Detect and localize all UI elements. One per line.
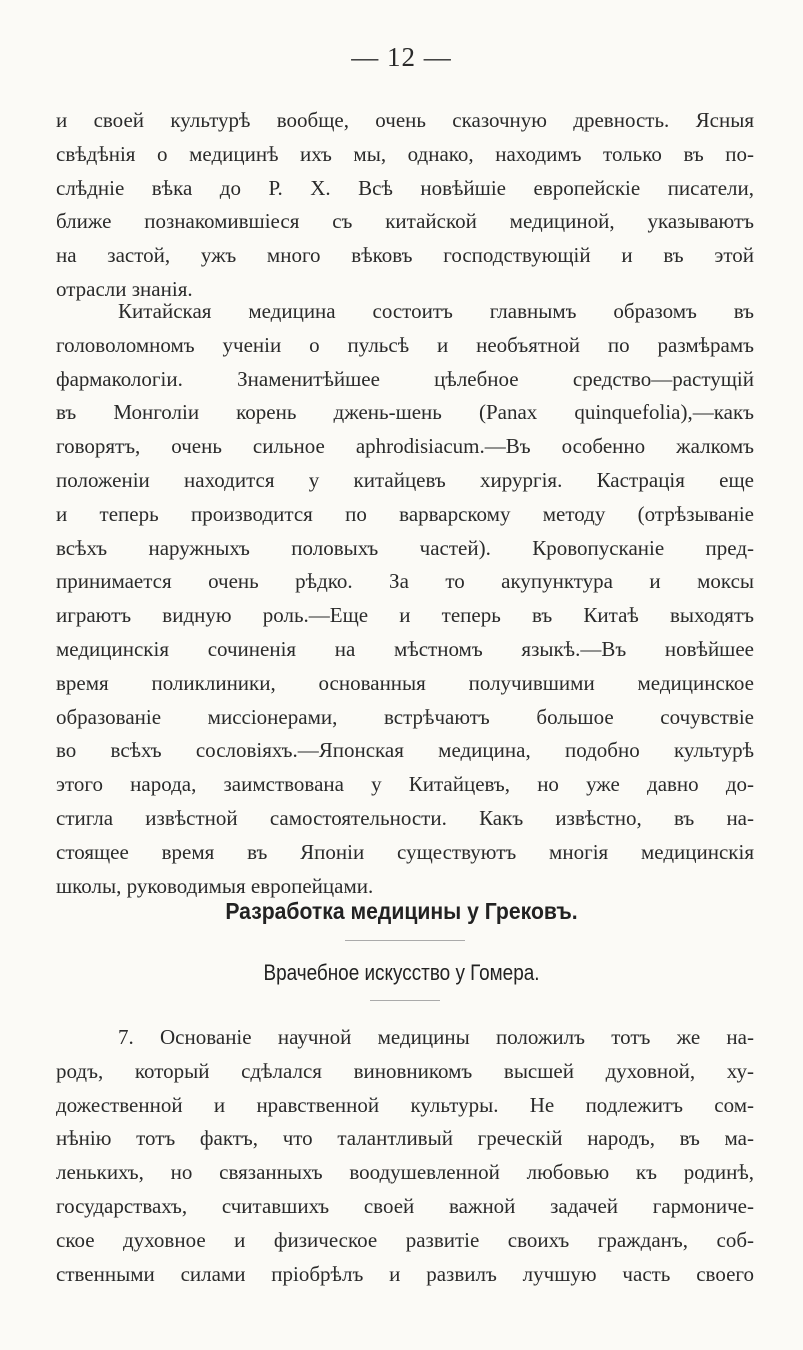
text-line: говорятъ, очень сильное aphrodisiacum.—Въ особенно жалкомъ	[56, 434, 754, 459]
section-subheading: Врачебное искусство у Гомера.	[263, 960, 540, 985]
text-line: играютъ видную роль.—Еще и теперь въ Китаѣ выходятъ	[56, 603, 754, 628]
section-heading: Разработка медицины у Грековъ.	[225, 898, 578, 924]
text-line: 7. Основаніе научной медицины положилъ тотъ же на-	[118, 1025, 754, 1049]
text-line: принимается очень рѣдко. За то акупунктура и моксы	[56, 569, 754, 594]
text-line: время поликлиники, основанныя получившими медицинское	[56, 670, 754, 695]
paragraph-1	[56, 104, 754, 307]
text-line: положеніи находится у китайцевъ хирургія. Кастрація еще	[56, 467, 754, 492]
text-line: Китайская медицина состоитъ главнымъ образомъ въ	[118, 299, 754, 323]
text-line: и своей культурѣ вообще, очень сказочную древность. Ясныя	[56, 108, 754, 132]
text-line: ское духовное и физическое развитіе своихъ гражданъ, соб-	[56, 1227, 754, 1252]
text-line: образованіе миссіонерами, встрѣчаютъ большое сочувствіе	[56, 704, 754, 729]
text-line: родъ, который сдѣлался виновникомъ высшей духовной, ху-	[56, 1058, 754, 1083]
text-line: слѣдніе вѣка до Р. Х. Всѣ новѣйшіе европейскіе писатели,	[56, 175, 754, 200]
text-line: и теперь производится по варварскому методу (отрѣзываніе	[56, 501, 754, 526]
text-line: этого народа, заимствована у Китайцевъ, но уже давно до-	[56, 772, 754, 797]
text-line: ленькихъ, но связанныхъ воодушевленной любовью къ родинѣ,	[56, 1160, 754, 1185]
text-line: дожественной и нравственной культуры. Не подлежитъ сом-	[56, 1092, 754, 1117]
text-line: ственными силами пріобрѣлъ и развилъ лучшую часть своего	[56, 1261, 754, 1286]
text-line: въ Монголіи корень джень-шень (Panax quinquefolia),—какъ	[56, 400, 754, 425]
text-line: фармакологіи. Знаменитѣйшее цѣлебное средство—растущій	[56, 366, 754, 391]
divider	[345, 940, 465, 941]
text-line: отрасли знанія.	[56, 276, 193, 301]
text-line: на застой, ужъ много вѣковъ господствующій и въ этой	[56, 243, 754, 268]
text-line: во всѣхъ сословіяхъ.—Японская медицина, подобно культурѣ	[56, 738, 754, 763]
page-number: — 12 —	[351, 42, 452, 72]
text-line: головоломномъ ученіи о пульсѣ и необъятной по размѣрамъ	[56, 332, 754, 357]
text-line: государствахъ, считавшихъ своей важной задачей гармониче-	[56, 1193, 754, 1218]
text-line: всѣхъ наружныхъ половыхъ частей). Кровопусканіе пред-	[56, 535, 754, 560]
divider	[370, 1000, 440, 1001]
text-line: стоящее время въ Японіи существуютъ многія медицинскія	[56, 839, 754, 864]
text-line: школы, руководимыя европейцами.	[56, 873, 374, 898]
text-line: нѣнію тотъ фактъ, что талантливый греческій народъ, въ ма-	[56, 1126, 754, 1151]
text-line: свѣдѣнія о медицинѣ ихъ мы, однако, находимъ только въ по-	[56, 141, 754, 166]
text-line: ближе познакомившіеся съ китайской медициной, указываютъ	[56, 209, 754, 234]
text-line: медицинскія сочиненія на мѣстномъ языкѣ.—Въ новѣйшее	[56, 636, 754, 661]
paragraph-2	[56, 295, 754, 903]
paragraph-3	[56, 1021, 754, 1291]
text-line: стигла извѣстной самостоятельности. Какъ извѣстно, въ на-	[56, 805, 754, 830]
